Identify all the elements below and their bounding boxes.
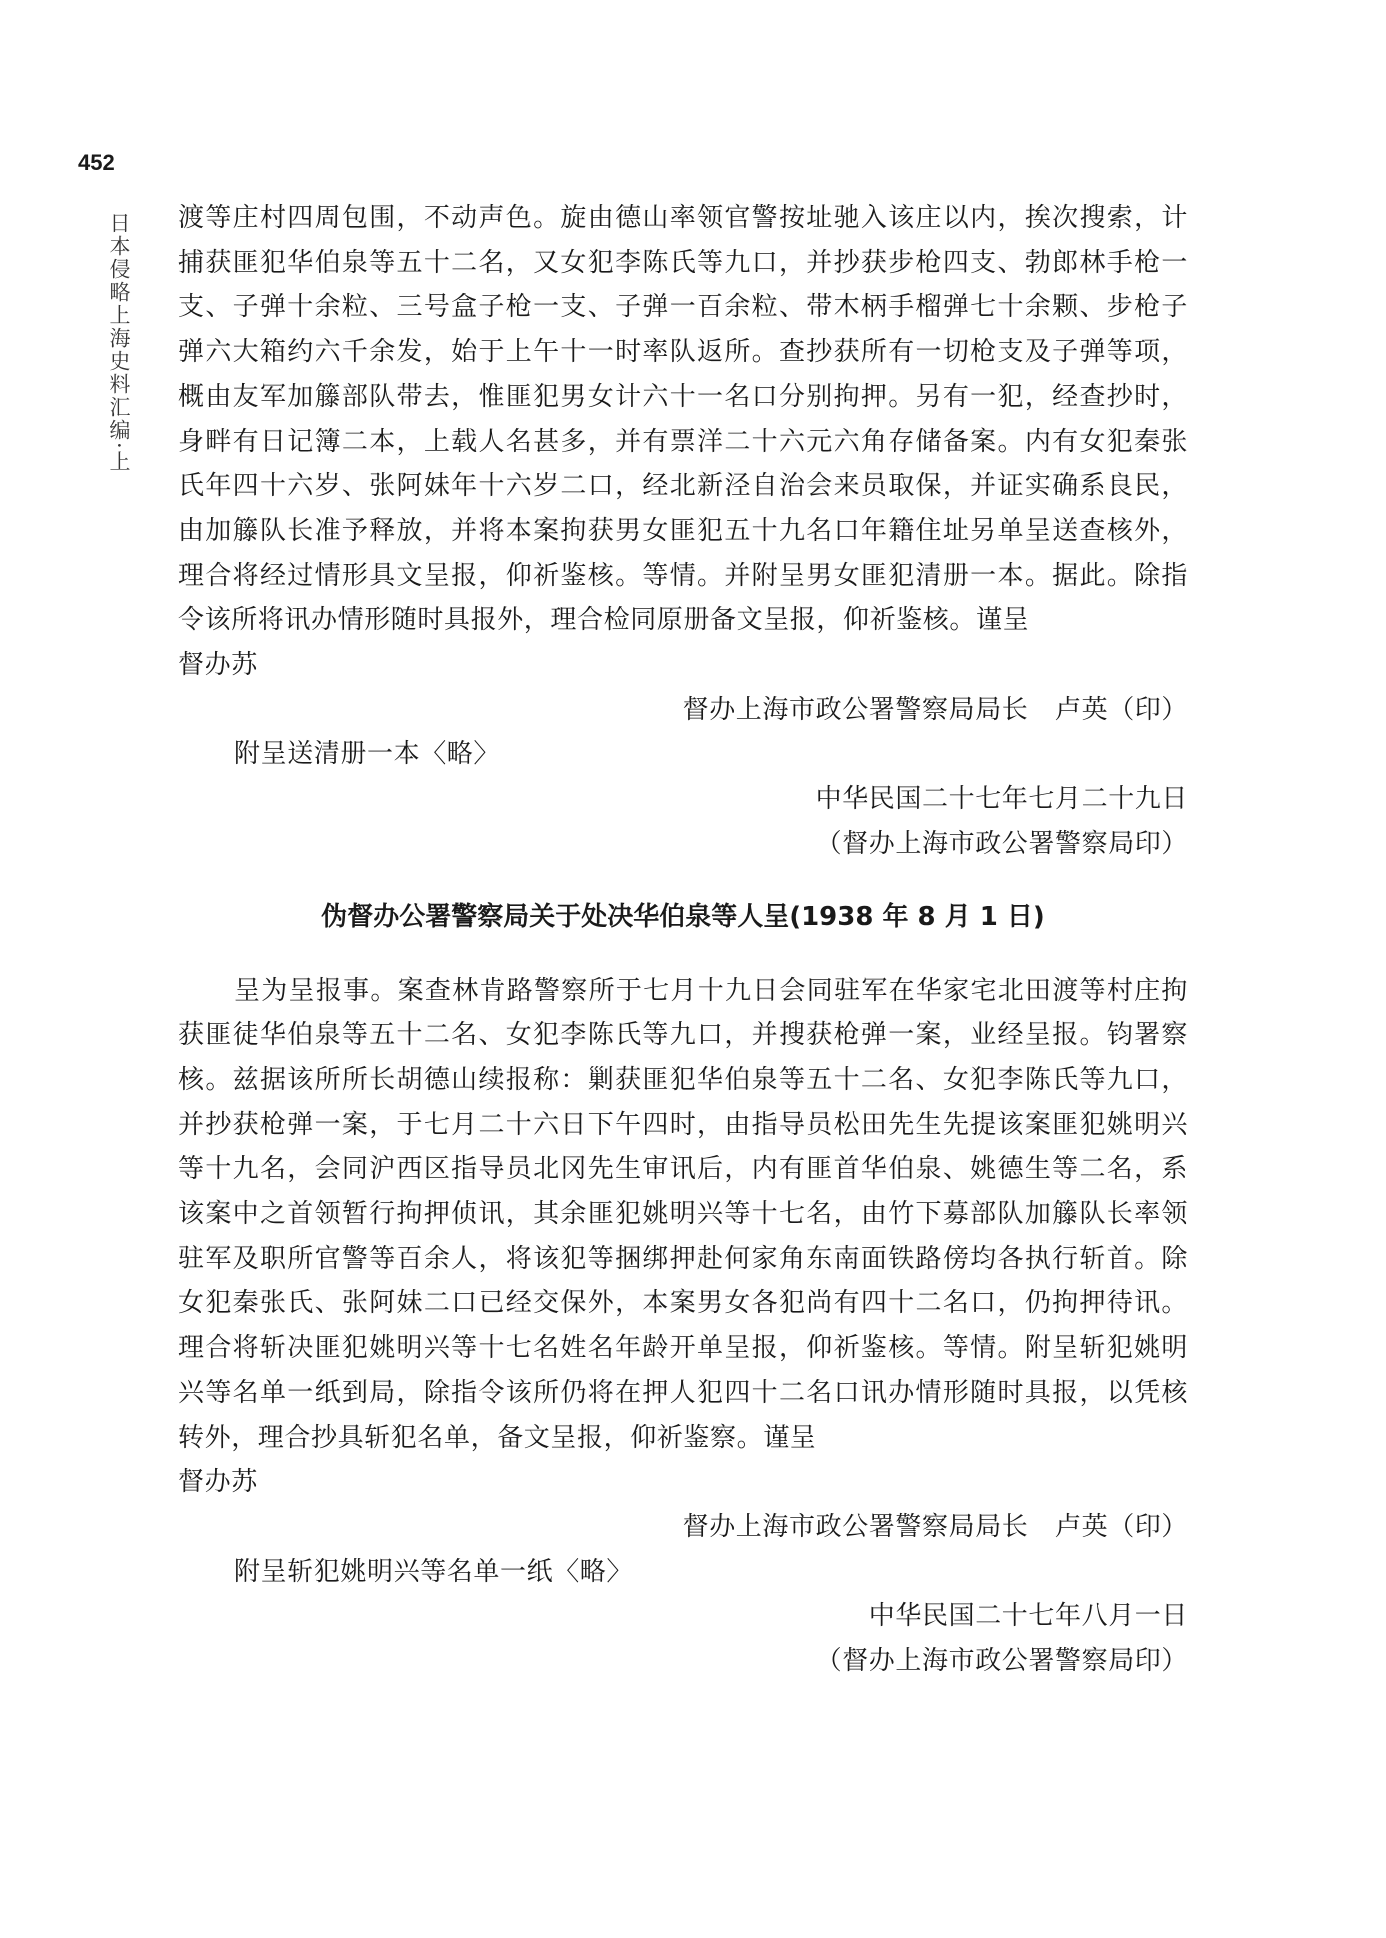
page-number: 452 — [78, 150, 115, 175]
section-title: 伪督办公署警察局关于处决华伯泉等人呈(1938 年 8 月 1 日) — [321, 901, 1045, 932]
doc1-addressee: 督办苏 — [178, 650, 258, 681]
running-title: 日本侵略上海史料汇编·上 — [107, 212, 131, 474]
doc2-date: 中华民国二十七年八月一日 — [868, 1601, 1188, 1632]
doc2-body-text: 呈为呈报事。案查林肯路警察所于七月十九日会同驻军在华家宅北田渡等村庄拘获匪徒华伯泉等五十二名、女犯李陈氏等九口，并搜获枪弹一案，业经呈报。钧署察核。兹据该所所长胡德山续报称：剿获匪犯华伯泉等五十二名、女犯李陈氏等九口，并抄获枪弹一案，于七月二十六日下午四时，由指导员松田先生先提该案匪犯姚明兴等十九名，会同沪西区指导员北冈先生审讯后，内有匪首华伯泉、姚德生等二名，系该案中之首领暂行拘押侦讯，其余匪犯姚明兴等十七名，由竹下募部队加籐队长率领驻军及职所官警等百余人，将该犯等捆绑押赴何家角东南面铁路傍均各执行斩首。除女犯秦张氏、张阿妹二口已经交保外，本案男女各犯尚有四十二名口，仍拘押待讯。理合将斩决匪犯姚明兴等十七名姓名年龄开单呈报，仰祈鉴核。等情。附呈斩犯姚明兴等名单一纸到局，除指令该所仍将在押人犯四十二名口讯办情形随时具报，以凭核转外，理合抄具斩犯名单，备文呈报，仰祈鉴察。谨呈 — [178, 975, 1188, 1453]
doc1-date: 中华民国二十七年七月二十九日 — [815, 784, 1188, 815]
doc2-attachment-note: 附呈斩犯姚明兴等名单一纸〈略〉 — [234, 1556, 634, 1587]
doc1-seal: （督办上海市政公署警察局印） — [815, 828, 1188, 859]
doc1-attachment-note: 附呈送清册一本〈略〉 — [234, 739, 501, 770]
doc2-addressee: 督办苏 — [178, 1467, 258, 1498]
page-content — [178, 196, 1188, 1684]
doc2-seal: （督办上海市政公署警察局印） — [815, 1646, 1188, 1677]
doc2-signature: 督办上海市政公署警察局局长 卢英（印） — [682, 1511, 1188, 1542]
doc1-signature: 督办上海市政公署警察局局长 卢英（印） — [682, 694, 1188, 725]
doc1-body-text: 渡等庄村四周包围，不动声色。旋由德山率领官警按址驰入该庄以内，挨次搜索，计捕获匪犯华伯泉等五十二名，又女犯李陈氏等九口，并抄获步枪四支、勃郎林手枪一支、子弹十余粒、三号盒子枪一支、子弹一百余粒、带木柄手榴弹七十余颗、步枪子弹六大箱约六千余发，始于上午十一时率队返所。查抄获所有一切枪支及子弹等项，概由友军加籐部队带去，惟匪犯男女计六十一名口分别拘押。另有一犯，经查抄时，身畔有日记簿二本，上载人名甚多，并有票洋二十六元六角存储备案。内有女犯秦张氏年四十六岁、张阿妹年十六岁二口，经北新泾自治会来员取保，并证实确系良民，由加籐队长准予释放，并将本案拘获男女匪犯五十九名口年籍住址另单呈送查核外，理合将经过情形具文呈报，仰祈鉴核。等情。并附呈男女匪犯清册一本。据此。除指令该所将讯办情形随时具报外，理合检同原册备文呈报，仰祈鉴核。谨呈 — [178, 203, 1188, 636]
